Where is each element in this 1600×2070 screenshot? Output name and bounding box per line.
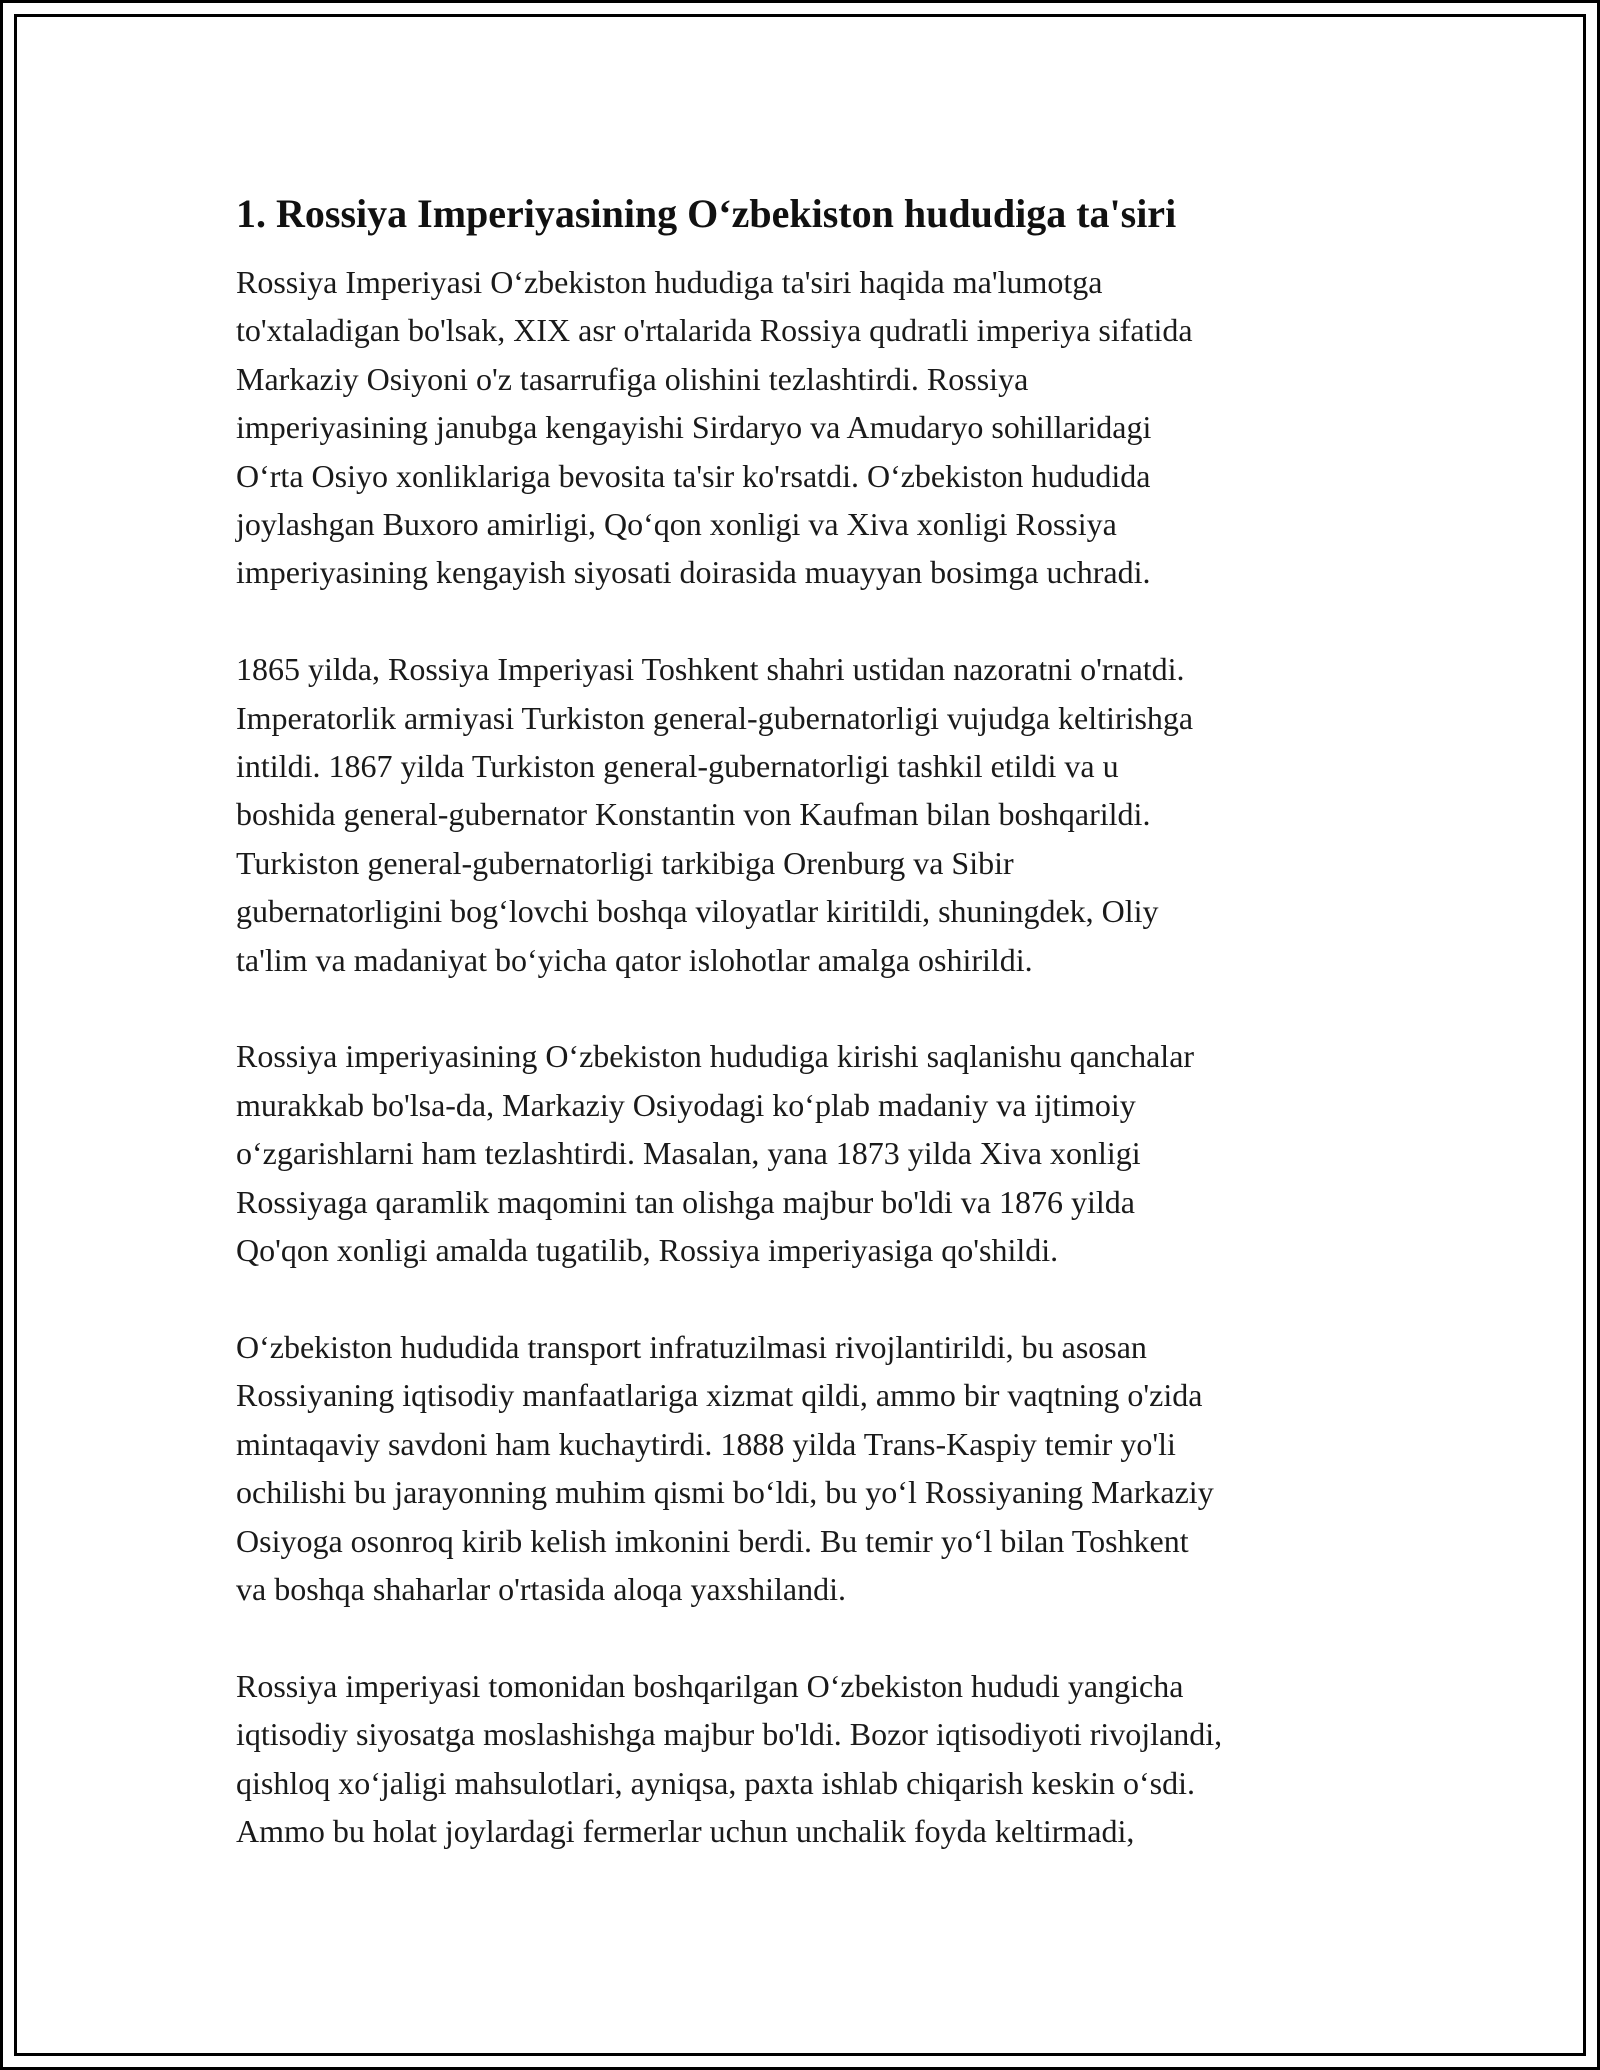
paragraph-5: Rossiya imperiyasi tomonidan boshqarilgan O‘zbekiston hududi yangicha iqtisodiy siyosatga moslashishga majbur bo'ldi. Bozor iqtisodiyoti rivojlandi, qishloq xo‘jaligi mahsulotlari, ayniqsa, paxta ishlab chiqarish keskin o‘sdi. Ammo bu holat joylardagi fermerlar uchun unchalik foyda keltirmadi, [236,1667,1223,1849]
paragraph-3: Rossiya imperiyasining O‘zbekiston hududiga kirishi saqlanishu qanchalar murakkab bo'lsa-da, Markaziy Osiyodagi ko‘plab madaniy va ijtimoiy o‘zgarishlarni ham tezlashtirdi. Masalan, yana 1873 yilda Xiva xonligi Rossiyaga qaramlik maqomini tan olishga majbur bo'ldi va 1876 yilda Qo'qon xonligi amalda tugatilib, Rossiya imperiyasiga qo'shildi. [236,1038,1195,1269]
section-title: 1. Rossiya Imperiyasining O‘zbekiston hududiga ta'siri [236,191,1177,236]
paragraph-4: O‘zbekiston hududida transport infratuzilmasi rivojlantirildi, bu asosan Rossiyaning iqtisodiy manfaatlariga xizmat qildi, ammo bir vaqtning o'zida mintaqaviy savdoni ham kuchaytirdi. 1888 yilda Trans-Kaspiy temir yo'li ochilishi bu jarayonning muhim qismi bo‘ldi, bu yo‘l Rossiyaning Markaziy Osiyoga osonroq kirib kelish imkonini berdi. Bu temir yo‘l bilan Toshkent va boshqa shaharlar o'rtasida aloqa yaxshilandi. [236,1328,1214,1607]
paragraph-2: 1865 yilda, Rossiya Imperiyasi Toshkent shahri ustidan nazoratni o'rnatdi. Imperatorlik armiyasi Turkiston general-gubernatorligi vujudga keltirishga intildi. 1867 yilda Turkiston general-gubernatorligi tashkil etildi va u boshida general-gubernator Konstantin von Kaufman bilan boshqarildi. Turkiston general-gubernatorligi tarkibiga Orenburg va Sibir gubernatorligini bog‘lovchi boshqa viloyatlar kiritildi, shuningdek, Oliy ta'lim va madaniyat bo‘yicha qator islohotlar amalga oshirildi. [236,651,1194,978]
paragraph-1: Rossiya Imperiyasi O‘zbekiston hududiga ta'siri haqida ma'lumotga to'xtaladigan bo'lsak, XIX asr o'rtalarida Rossiya qudratli imperiya sifatida Markaziy Osiyoni o'z tasarrufiga olishini tezlashtirdi. Rossiya imperiyasining janubga kengayishi Sirdaryo va Amudaryo sohillaridagi O‘rta Osiyo xonliklariga bevosita ta'sir ko'rsatdi. O‘zbekiston hududida joylashgan Buxoro amirligi, Qo‘qon xonligi va Xiva xonligi Rossiya imperiyasining kengayish siyosati doirasida muayyan bosimga uchradi. [236,264,1193,591]
document-body [236,186,1386,1904]
